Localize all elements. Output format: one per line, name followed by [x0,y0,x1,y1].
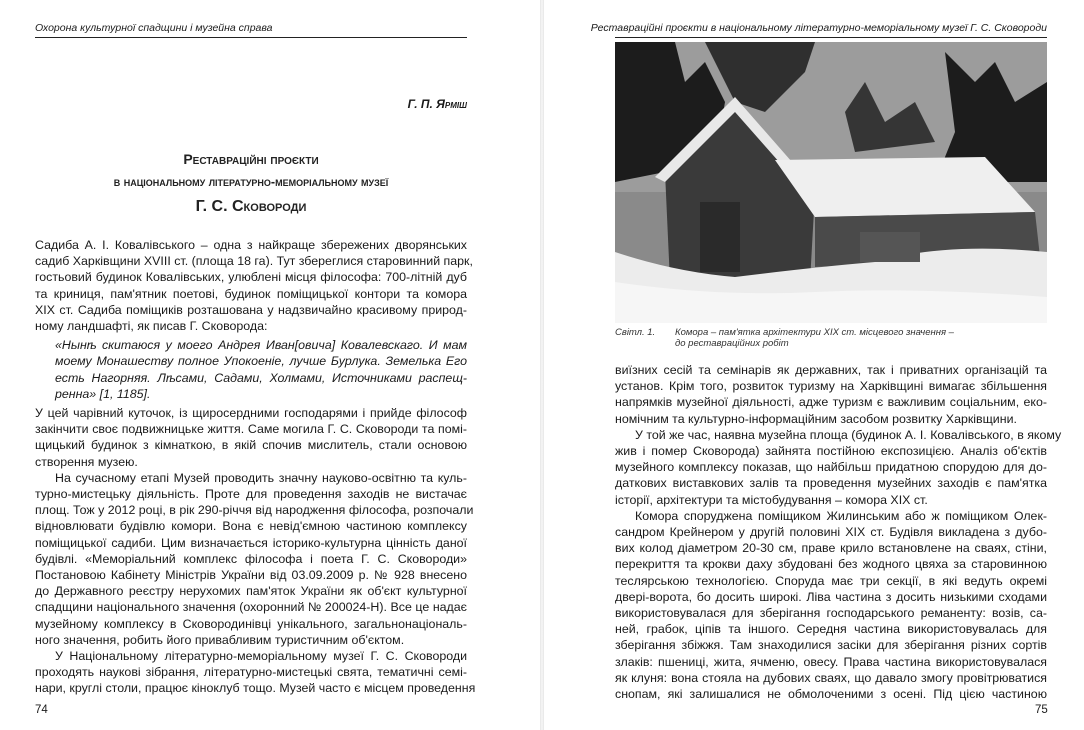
text-line: У той же час, наявна музейна площа (будинок А. І. Ковалівського, в якому [635,427,1062,442]
text-line: номічним та культурно-інформаційним засобом розвитку Харківщини. [615,411,1017,426]
text-line: теслярською технологією. Споруда має три секції, в які ведуть окремі [615,573,1047,588]
figure-label: Світл. 1. [615,327,656,338]
text-line: У цей чарівний куточок, із щиросердними господарями і прийде філософ [35,406,467,421]
text-line: як клуня: вона стояла на дубових сваях, що давало змогу провітрюватися [615,670,1047,685]
text-line: історії, архітектури та містобудування – комора XIX ст. [615,492,928,507]
body-text [35,237,476,697]
running-head: Реставраційні проєкти в національному літературно-меморіальному музеї Г. С. Сковороди [590,22,1047,34]
paragraph [615,427,1062,508]
text-line: На сучасному етапі Музей проводить значну науково-освітню та куль- [55,470,467,485]
text-line: даткових виставкових залів та проведення музейних заходів є пам'ятка [615,476,1047,491]
text-line: моему Монашеству полное Упокоеніе, лучше Бурлука. Земелька Его [55,354,467,369]
text-line: відновлювати будівлю комори. Вона є невід'ємною частиною комплексу [35,519,467,534]
paragraph [35,237,473,334]
text-line: снопам, які залишалися не обмолоченими з осені. Під цією частиною [615,687,1047,702]
text-line: напрямків музейної діяльності, адже туризм є важливим соціальним, еко- [615,395,1047,410]
text-line: «Нынѣ скитаюся у моего Андрея Иван[овича] Ковалевскаго. И мам [55,338,467,353]
text-line: вих колод діаметром 20-30 см, праве крило встановлене на сваях, стіни, [615,541,1047,556]
block-quote [35,337,467,402]
text-line: злаків: пшениці, жита, ячменю, овесу. Права частина використовувалася [615,654,1047,669]
paragraph [35,405,467,470]
text-line: перекриття та крокви даху збудовані без жодного цвяха за старовинною [615,557,1047,572]
running-head: Охорона культурної спадщини і музейна справа [35,22,273,34]
text-line: сандром Крейнером у другій половині XIX ст. Будівля викладена з дубо- [615,525,1047,540]
paragraph [35,648,476,697]
text-line: ней, грабок, ціпів та іншого. Середня частина використовувалась для [615,622,1047,637]
text-line: закінчити своє подвижницьке життя. Саме могила Г. С. Сковороди та помі- [35,422,467,437]
text-line: щицький будинок з кімнаткою, в якій спочив мислитель, стали основою [35,438,467,453]
text-line: проходять наукові зібрання, літературно-мистецькі свята, тематичні семі- [35,665,467,680]
text-line: ренна» [1, 1185]. [55,386,151,401]
header-rule [35,37,467,38]
text-line: гостьовий будинок Ковалівських, улюблені місця філософа: 700-літній дуб [35,270,467,285]
paragraph [615,508,1047,702]
text-line: Постановою Кабінету Міністрів України від 03.09.2009 р. № 928 внесено [35,568,467,583]
text-line: площ. Тож у 2012 році, в рік 290-річчя від народження філософа, розпочали [35,503,474,518]
text-line: нари, круглі столи, працює кіноклуб тощо. Музей часто є місцем проведення [35,681,476,696]
text-line: Садиба А. І. Ковалівського – одна з найкраще збережених дворянських [35,238,467,252]
text-line: зберігання збіжжя. Там знаходилися засіки для зберігання різних сортів [615,638,1047,653]
caption-line: Комора – пам'ятка архітектури XIX ст. місцевого значення – [675,327,954,338]
right-page [542,0,1084,730]
text-line: та криниця, пам'ятник поетові, будинок поміщицької контори та комора [35,286,467,301]
text-line: есть Нагорняя. Лѣсами, Садами, Холмами, Источниками распещ- [55,370,467,385]
page-number: 75 [1035,704,1048,716]
text-line: до Державного реєстру нерухомих пам'яток України як об'єкт культурної [35,584,467,599]
text-line: ному ландшафті, як писав Г. Сковорода: [35,319,268,334]
figure-caption [615,327,954,349]
text-line: музейного комплексу показав, що найбільш придатною спорудою для до- [615,460,1047,475]
barn-photo [615,42,1047,323]
text-line: поміщицької садиби. Цим визначається історико-культурна цінність даної [35,535,467,550]
text-line: У Національному літературно-меморіальному музеї Г. С. Сковороди [55,649,467,664]
text-line: створення музею. [35,454,138,469]
paragraph [35,470,474,648]
text-line: ного значення, робить його привабливим туристичним об'єктом. [35,632,405,647]
text-line: будівлі. «Меморіальний комплекс філософа і поета Г. С. Сковороди» [35,551,467,566]
text-line: виїзних сесій та семінарів як державних, так і приватних організацій та [615,363,1047,377]
text-line: Комора споруджена поміщиком Жилинським або ж поміщиком Олек- [635,508,1047,523]
body-text [615,362,1062,702]
author: Г. П. Ярміш [407,97,467,111]
text-line: спадщини національного значення (охоронний № 200024-Н). Все це надає [35,600,467,615]
text-line: турно-мистецьку діяльність. Проте для проведення заходів не вистачає [35,487,467,502]
article-title-line-2: в національному літературно-меморіальному музеї [113,175,389,189]
text-line: жив і помер Сковорода) зайнята постійною експозицією. Аналіз об'єктів [615,444,1047,459]
text-line: установ. Крім того, розвиток туризму на Харківщині вимагає збільшення [615,379,1047,394]
header-rule [615,37,1047,38]
text-line: садиб Харківщини XVIII ст. (площа 18 га). Тут збереглися старовинний парк, [35,254,473,269]
article-title-line-1: Реставраційні проєкти [183,151,319,167]
page-number: 74 [35,704,48,716]
caption-line: до реставраційних робіт [675,338,789,349]
text-line: музейному комплексу в Сковородинівці унікального, загальнонаціональ- [35,616,467,631]
text-line: двері-ворота, бо досить широкі. Ліва частина з досить низькими сходами [615,589,1047,604]
paragraph [615,362,1047,427]
text-line: XIX ст. Садиба поміщиків розташована у надзвичайно красивому природ- [35,302,467,317]
article-title-line-3: Г. С. Сковороди [195,198,307,215]
text-line: використовувалася для зберігання господарського реманенту: возів, са- [615,606,1047,621]
